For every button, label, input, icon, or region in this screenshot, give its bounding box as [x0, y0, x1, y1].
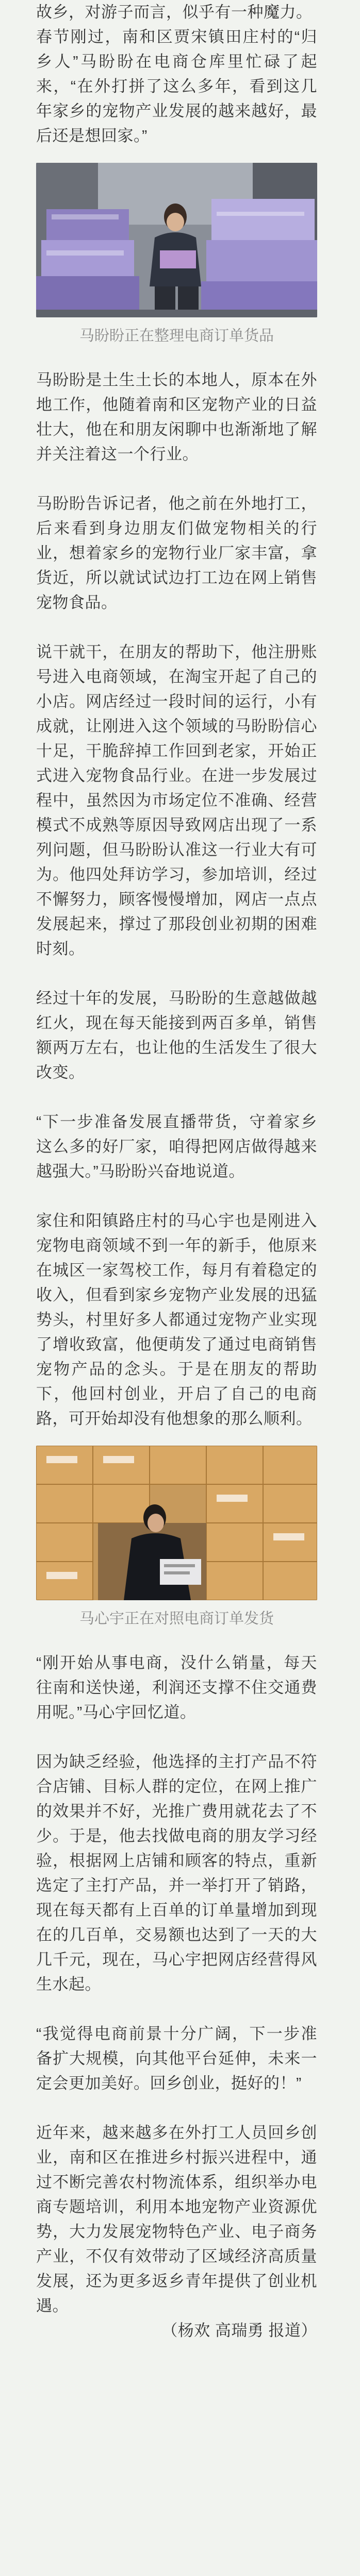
shipping-boxes-photo: [36, 1446, 317, 1600]
photo-figure-1: [36, 163, 317, 347]
body-paragraph: 经过十年的发展，马盼盼的生意越做越红火，现在每天能接到两百多单，销售额两万左右，也让他的生活发生了很大改变。: [36, 989, 317, 1081]
body-paragraph: 马盼盼告诉记者，他之前在外地打工，后来看到身边朋友们做宠物相关的行业，想着家乡的宠物行业厂家丰富，拿货近，所以就试试边打工边在网上销售宠物食品。: [36, 495, 317, 612]
closing-paragraph: 近年来，越来越多在外打工人员回乡创业，南和区在推进乡村振兴进程中，通过不断完善农村物流体系，组织举办电商专题培训，利用本地宠物产业资源优势，大力发展宠物特色产业、电子商务产业，不仅有效带动了区域经济高质量发展，还为更多返乡青年提供了创业机遇。: [36, 2124, 317, 2315]
quote-paragraph: “下一步准备发展直播带货，守着家乡这么多的好厂家，咱得把网店做得越来越强大。”马盼盼兴奋地说道。: [36, 1113, 317, 1180]
photo-caption-1: 马盼盼正在整理电商订单货品: [79, 328, 274, 344]
opening-paragraph: 春节刚过，南和区贾宋镇田庄村的“归乡人”马盼盼在电商仓库里忙碌了起来，“在外打拼了这么多年，看到这几年家乡的宠物产业发展的越来越好，最后还是想回家。”: [36, 28, 317, 145]
photo-figure-2: [36, 1446, 317, 1630]
intro-paragraph: 故乡，对游子而言，似乎有一种魔力。: [36, 3, 313, 21]
body-paragraph: 马盼盼是土生土长的本地人，原本在外地工作，他随着南和区宠物产业的日益壮大，他在和朋友闲聊中也渐渐地了解并关注着这一个行业。: [36, 371, 317, 463]
body-paragraph: 说干就干，在朋友的帮助下，他注册账号进入电商领域，在淘宝开起了自己的小店。网店经过一段时间的运行，小有成就，让刚进入这个领域的马盼盼信心十足，干脆辞掉工作回到老家，开始正式进入宠物食品行业。在进一步发展过程中，虽然因为市场定位不准确、经营模式不成熟等原因导致网店出现了一系列问题，但马盼盼认准这一行业大有可为。他四处拜访学习，参加培训，经过不懈努力，顾客慢慢增加，网店一点点发展起来，撑过了那段创业初期的困难时刻。: [36, 643, 317, 958]
photo-caption-2: 马心宇正在对照电商订单发货: [79, 1611, 274, 1627]
quote-paragraph: “刚开始从事电商，没什么销量，每天往南和送快递，利润还支撑不住交通费用呢。”马心宇回忆道。: [36, 1654, 317, 1721]
quote-paragraph: “我觉得电商前景十分广阔，下一步准备扩大规模，向其他平台延伸，未来一定会更加美好。回乡创业，挺好的！”: [36, 2025, 317, 2092]
article-body: [36, 0, 317, 2343]
body-paragraph: 因为缺乏经验，他选择的主打产品不符合店铺、目标人群的定位，在网上推广的效果并不好，光推广费用就花去了不少。于是，他去找做电商的朋友学习经验，根据网上店铺和顾客的特点，重新选定了主打产品，并一举打开了销路，现在每天都有上百单的订单量增加到现在的几百单，交易额也达到了一天的大几千元，现在，马心宇把网店经营得风生水起。: [36, 1753, 317, 1993]
warehouse-worker-photo: [36, 163, 317, 317]
byline: （杨欢 高瑞勇 报道）: [161, 2321, 317, 2340]
body-paragraph: 家住和阳镇路庄村的马心宇也是刚进入宠物电商领域不到一年的新手，他原来在城区一家驾校工作，每月有着稳定的收入，但看到家乡宠物产业发展的迅猛势头，村里好多人都通过宠物产业实现了增收致富，他便萌发了通过电商销售宠物产品的念头。于是在朋友的帮助下，他回村创业，开启了自己的电商路，可开始却没有他想象的那么顺利。: [36, 1212, 317, 1428]
